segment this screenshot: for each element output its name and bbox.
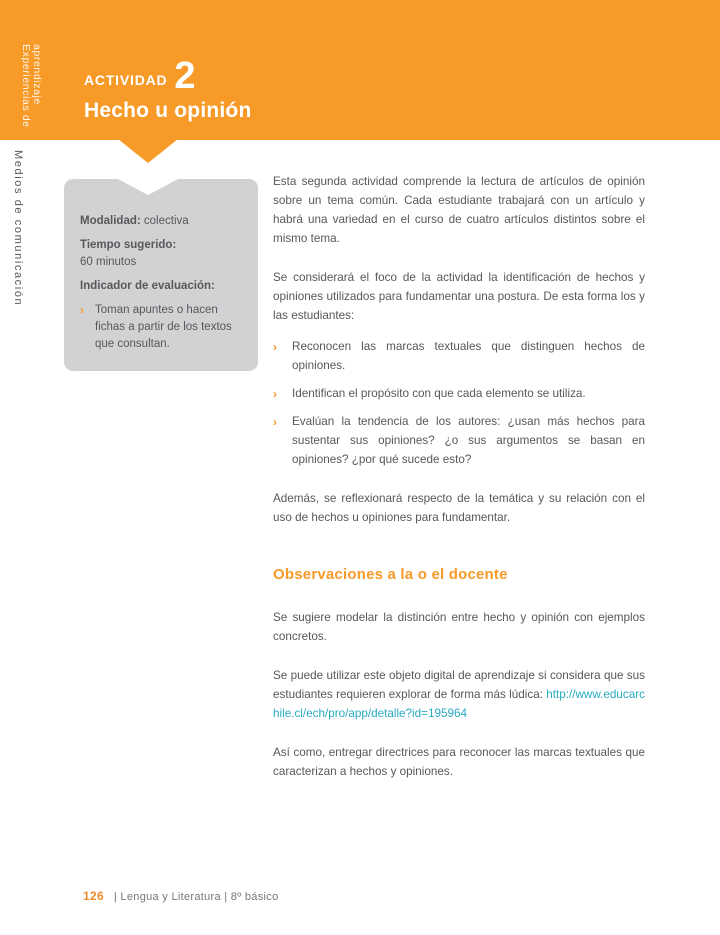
- observations-paragraph-3: Así como, entregar directrices para reconocer las marcas textuales que caracterizan a hechos y opiniones.: [273, 746, 645, 778]
- time-row: [80, 237, 244, 271]
- header-band: [0, 0, 720, 140]
- info-box-notch: [118, 179, 178, 195]
- activity-title: Hecho u opinión: [84, 99, 252, 123]
- list-item: [273, 412, 645, 469]
- observations-paragraph-2-text: Se puede utilizar este objeto digital de aprendizaje si considera que sus estudiantes requieren explorar de forma más lúdica:: [273, 669, 645, 701]
- main-content: [273, 172, 645, 801]
- rail-label-experiencias: Experiencias de aprendizaje: [20, 44, 43, 128]
- observations-paragraph-2: [273, 666, 645, 723]
- indicator-label: Indicador de evaluación:: [80, 280, 215, 292]
- rail-label-medios: Medios de comunicación: [12, 150, 24, 307]
- reflection-paragraph: Además, se reflexionará respecto de la temática y su relación con el uso de hechos u opiniones para fundamentar.: [273, 492, 645, 524]
- chevron-bullet-icon: ›: [273, 387, 277, 401]
- chevron-bullet-icon: ›: [273, 340, 277, 354]
- observations-heading: Observaciones a la o el docente: [273, 566, 508, 583]
- activity-info-box: [64, 179, 258, 371]
- list-item-text: Reconocen las marcas textuales que distinguen hechos de opiniones.: [292, 340, 645, 372]
- time-value: 60 minutos: [80, 256, 137, 268]
- list-item-text: Identifican el propósito con que cada elemento se utiliza.: [292, 387, 586, 400]
- header-text: [84, 55, 252, 123]
- modality-row: [80, 213, 244, 230]
- list-item: [273, 384, 645, 403]
- objectives-list: [273, 337, 645, 469]
- activity-number: 2: [174, 55, 196, 97]
- page-footer: [83, 889, 278, 903]
- modality-label: Modalidad:: [80, 215, 141, 227]
- indicator-bullet-text: Toman apuntes o hacen fichas a partir de los textos que consultan.: [95, 304, 232, 350]
- list-item: [273, 337, 645, 375]
- list-item-text: Evalúan la tendencia de los autores: ¿usan más hechos para sustentar sus opiniones? ¿o sus argumentos se basan en opiniones? ¿por qué sucede esto?: [292, 415, 645, 466]
- modality-value: colectiva: [140, 215, 189, 227]
- chevron-bullet-icon: ›: [80, 303, 84, 317]
- activity-row: [84, 55, 251, 97]
- activity-label: ACTIVIDAD: [84, 72, 168, 89]
- indicator-bullet-item: [80, 302, 244, 353]
- intro-paragraph: Esta segunda actividad comprende la lectura de artículos de opinión sobre un tema común. Cada estudiante trabajará con un artículo y habrá una variedad en el curso de cuatro artículos distintos sobre el mismo tema.: [273, 175, 645, 245]
- chevron-bullet-icon: ›: [273, 415, 277, 429]
- time-label: Tiempo sugerido:: [80, 239, 177, 251]
- footer-text: | Lengua y Literatura | 8º básico: [113, 891, 279, 903]
- observations-paragraph-1: Se sugiere modelar la distinción entre hecho y opinión con ejemplos concretos.: [273, 611, 645, 643]
- header-pointer-arrow: [118, 139, 178, 163]
- page-number: 126: [83, 889, 104, 903]
- focus-paragraph: Se considerará el foco de la actividad la identificación de hechos y opiniones utilizados para fundamentar una postura. De esta forma los y las estudiantes:: [273, 271, 645, 322]
- educarchile-link[interactable]: http://www.educarchile.cl/ech/pro/app/detalle?id=195964: [273, 688, 645, 720]
